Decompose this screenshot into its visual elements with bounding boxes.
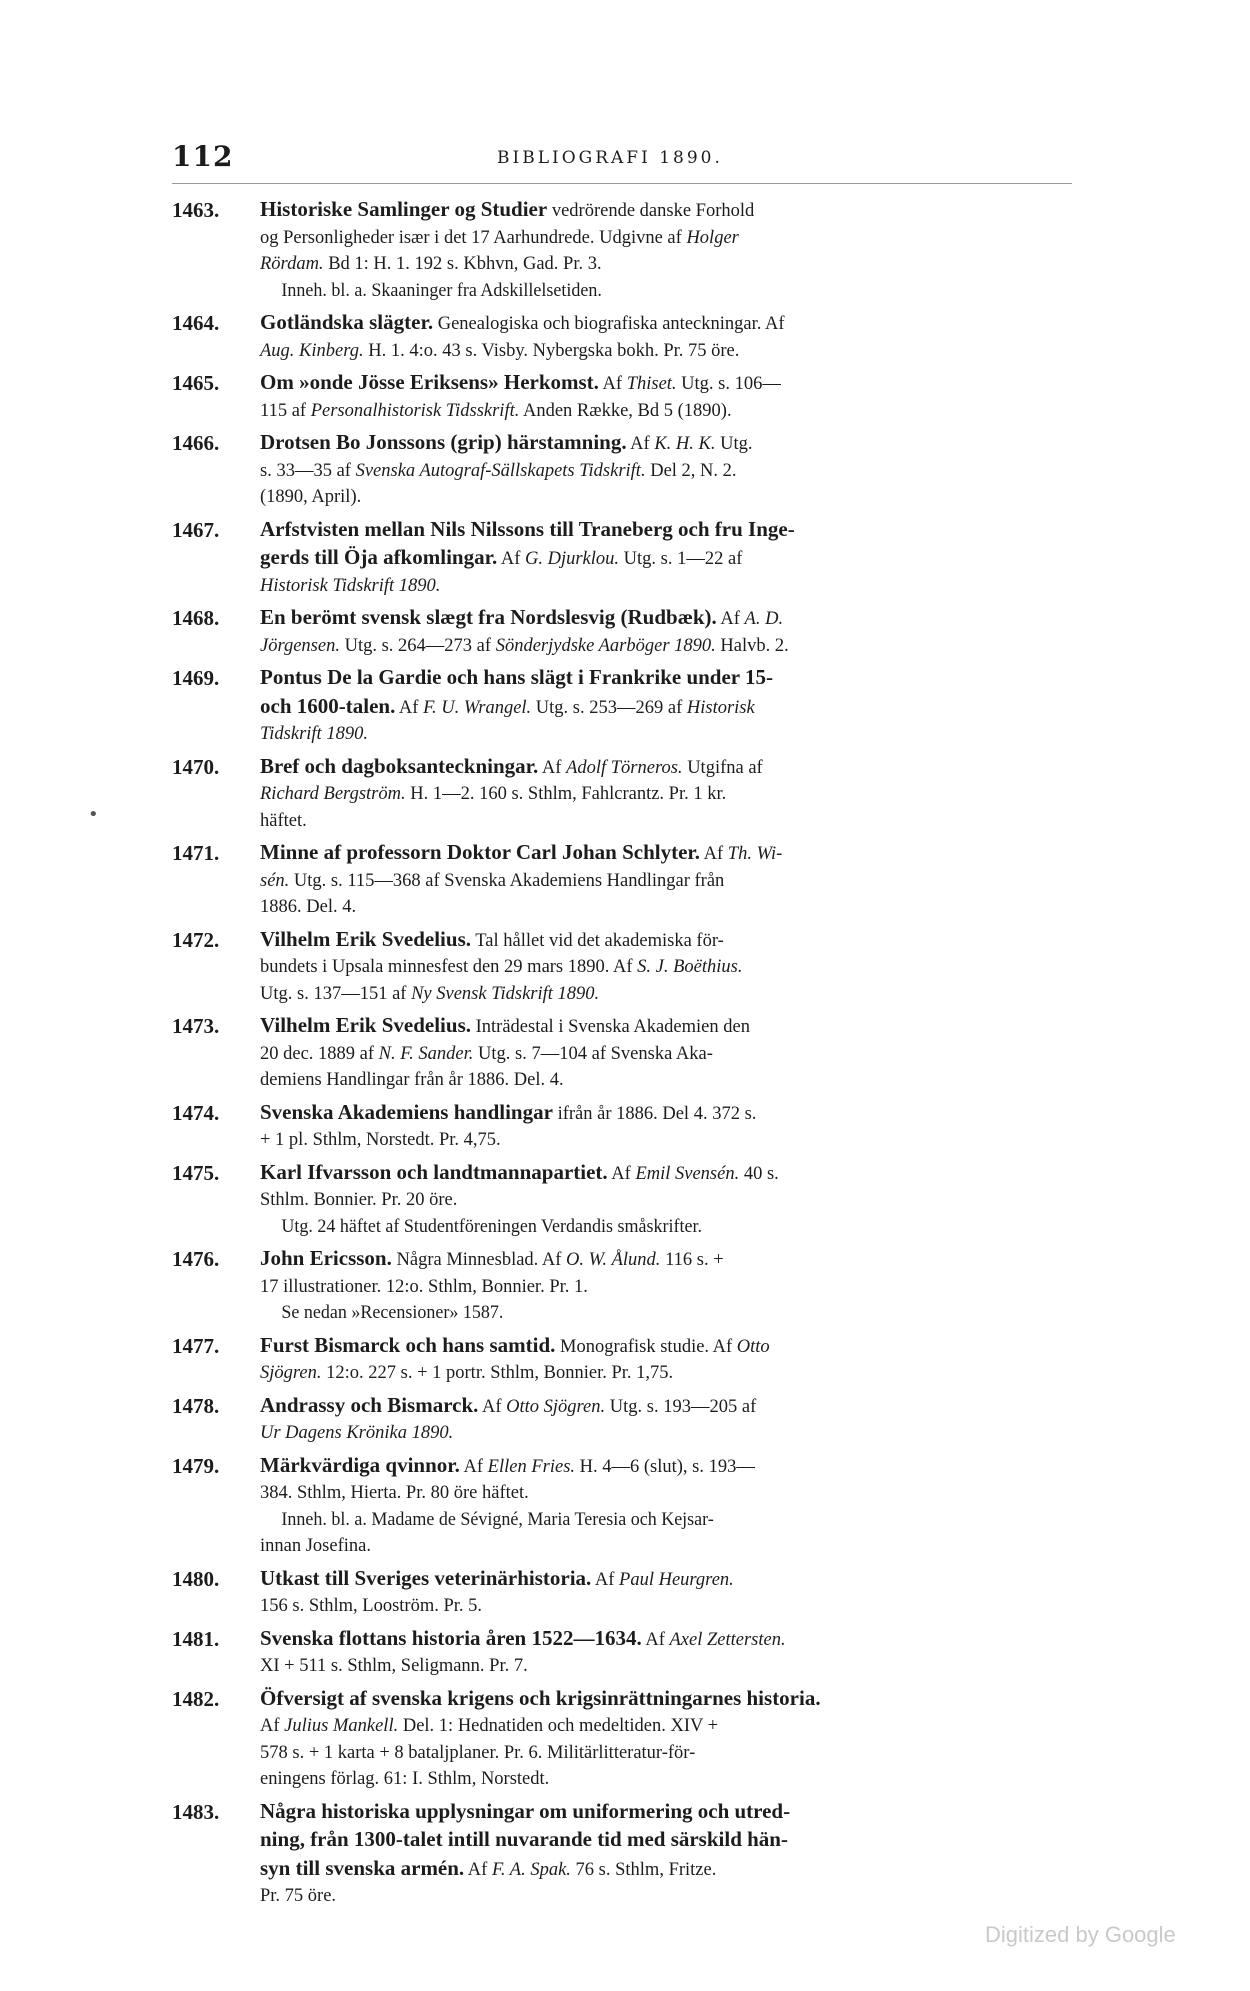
entry-text: Utgifna af [682, 757, 763, 778]
entry-text: 115 af [260, 400, 311, 421]
entry-italic-text: Axel Zettersten. [669, 1629, 786, 1650]
entry-line [260, 1012, 1084, 1041]
entry-line [260, 1593, 1084, 1620]
entry-text: Af [260, 1716, 285, 1736]
entry-title: Karl Ifvarsson och landtmannapartiet. [260, 1159, 608, 1184]
entry-text: Anden Række, Bd 5 (1890). [519, 400, 732, 421]
entry-title: Pontus De la Gardie och hans slägt i Frankrike under 15- [260, 665, 773, 689]
entry-text: häftet. [260, 810, 307, 831]
entry-italic-text: Otto Sjögren. [506, 1396, 606, 1417]
entry-title: ning, från 1300-talet intill nuvarande tid med särskild hän- [260, 1827, 788, 1851]
entry-italic-text: Rördam. [260, 254, 324, 274]
bibliography-entry [172, 196, 1084, 304]
entry-text: H. 1—2. 160 s. Sthlm, Fahlcrantz. Pr. 1 kr. [405, 784, 727, 804]
entry-italic-text: Holger [686, 227, 739, 248]
entry-text: og Personligheder især i det 17 Aarhundrede. Udgivne af [260, 227, 687, 248]
entry-number: 1466. [172, 431, 220, 455]
bibliography-entry [172, 516, 1084, 600]
bibliography-entry [172, 1332, 1084, 1387]
entry-line [260, 1826, 1084, 1855]
entry-title: John Ericsson. [260, 1246, 392, 1270]
entry-text: Utg. s. 193—205 af [605, 1396, 757, 1417]
entry-text: Utg. s. 106— [676, 374, 781, 394]
entry-line [260, 1653, 1084, 1680]
entry-italic-text: Ny Svensk Tidskrift 1890. [411, 983, 600, 1004]
entry-line [260, 1625, 1084, 1654]
bibliography-entry [172, 429, 1084, 511]
entry-line [260, 1187, 1084, 1214]
bibliography-entry [172, 1159, 1084, 1241]
entry-line [260, 1883, 1084, 1910]
entry-number: 1477. [172, 1333, 220, 1358]
entry-text: Sthlm. Bonnier. Pr. 20 öre. [260, 1190, 458, 1210]
entry-text: eningens förlag. 61: I. Sthlm, Norstedt. [260, 1769, 550, 1789]
bibliography-entry [172, 1685, 1084, 1793]
entry-text: 40 s. [739, 1163, 779, 1184]
entry-text: H. 4—6 (slut), s. 193— [575, 1456, 755, 1477]
entry-text: H. 1. 4:o. 43 s. Visby. Nybergska bokh. Pr. 75 öre. [363, 340, 740, 361]
entry-italic-text: K. H. K. [654, 434, 716, 454]
entry-text: Af [700, 844, 728, 864]
entry-text: Inträdestal i Svenska Akademien den [471, 1017, 750, 1037]
running-head: BIBLIOGRAFI 1890. [497, 148, 723, 168]
entry-line [260, 1214, 1062, 1241]
entry-text: Bd 1: H. 1. 192 s. Kbhvn, Gad. Pr. 3. [323, 254, 602, 274]
entry-line [260, 1507, 1062, 1534]
entry-text: Af [591, 1569, 620, 1590]
entry-number: 1483. [172, 1799, 220, 1824]
entry-line [260, 1565, 1084, 1594]
entry-italic-text: F. A. Spak. [491, 1859, 571, 1880]
entry-text: Några Minnesblad. Af [391, 1250, 567, 1270]
entry-title: Om »onde Jösse Eriksens» Herkomst. [260, 370, 599, 394]
bibliography-entry [172, 1392, 1084, 1447]
entry-title: Bref och dagboksanteckningar. [260, 753, 539, 778]
entry-text: Af [395, 697, 424, 718]
entry-text: bundets i Upsala minnesfest den 29 mars 1890. Af [260, 957, 638, 977]
entry-line [260, 693, 1084, 722]
entry-text: Af [464, 1859, 492, 1880]
entry-text: Af [607, 1163, 636, 1184]
entry-number: 1467. [172, 517, 220, 542]
entry-text: s. 33—35 af [260, 460, 356, 481]
entry-text: Af [459, 1456, 488, 1477]
entry-italic-text: Historisk Tidskrift 1890. [260, 575, 441, 596]
entry-title: Svenska Akademiens handlingar [260, 1099, 553, 1124]
entry-text: 156 s. Sthlm, Looström. Pr. 5. [260, 1596, 483, 1616]
entry-line [260, 1245, 1084, 1274]
page-header [172, 140, 1072, 180]
entry-line [260, 573, 1084, 600]
entry-line [260, 484, 1084, 511]
entry-title: Märkvärdiga qvinnor. [260, 1452, 460, 1477]
entry-line [260, 1099, 1084, 1128]
entry-line [260, 251, 1084, 278]
entry-line [260, 1041, 1084, 1068]
entry-title: Vilhelm Erik Svedelius. [260, 1013, 471, 1037]
entry-text: 578 s. + 1 karta + 8 bataljplaner. Pr. 6. Militärlitteratur-för- [260, 1742, 696, 1763]
entry-line [260, 868, 1084, 895]
entry-line [260, 1766, 1084, 1793]
entry-italic-text: Historisk [686, 697, 755, 718]
entry-line [260, 369, 1084, 398]
entry-line [260, 516, 1084, 545]
entry-title: gerds till Öja afkomlingar. [260, 545, 498, 569]
entry-text: + 1 pl. Sthlm, Norstedt. Pr. 4,75. [260, 1130, 501, 1150]
entry-number: 1476. [172, 1247, 220, 1271]
entry-line [260, 1300, 1062, 1327]
entry-italic-text: Ur Dagens Krönika 1890. [260, 1423, 454, 1443]
entry-line [260, 1452, 1084, 1481]
entry-text: XI + 511 s. Sthlm, Seligmann. Pr. 7. [260, 1656, 528, 1676]
bibliography-entry [172, 1452, 1084, 1560]
entry-text: ifrån år 1886. Del 4. 372 s. [552, 1103, 757, 1124]
entry-line [260, 1533, 1084, 1560]
entry-title: Vilhelm Erik Svedelius. [260, 926, 471, 951]
entry-line [260, 633, 1084, 660]
entry-line [260, 1127, 1084, 1154]
entry-line [260, 981, 1084, 1008]
entry-text: Tal hållet vid det akademiska för- [471, 930, 724, 951]
entry-italic-text: Sönderjydske Aarböger 1890. [495, 635, 716, 656]
entry-text: Af [716, 609, 745, 629]
entry-title: syn till svenska armén. [260, 1855, 465, 1880]
entry-number: 1468. [172, 606, 220, 630]
entry-italic-text: Paul Heurgren. [619, 1569, 734, 1590]
entry-number: 1481. [172, 1626, 220, 1651]
bibliography-entry [172, 1012, 1084, 1094]
bibliography-entry [172, 1565, 1084, 1620]
entry-italic-text: Jörgensen. [260, 635, 340, 656]
entry-italic-text: Personalhistorisk Tidsskrift. [310, 400, 520, 421]
entry-text: Del. 1: Hednatiden och medeltiden. XIV + [398, 1716, 719, 1736]
entry-title: Öfversigt af svenska krigens och krigsinrättningarnes historia. [260, 1685, 821, 1710]
entry-line [260, 721, 1084, 748]
entry-title: Svenska flottans historia åren 1522—1634. [260, 1625, 642, 1650]
entry-text: 20 dec. 1889 af [260, 1043, 379, 1064]
entry-italic-text: Sjögren. [260, 1363, 322, 1383]
entry-text: Utg. s. 115—368 af Svenska Akademiens Handlingar från [289, 870, 725, 891]
entry-line [260, 839, 1084, 868]
entry-title: Minne af professorn Doktor Carl Johan Schlyter. [260, 840, 701, 864]
bibliography-entry [172, 753, 1084, 835]
entry-line [260, 225, 1084, 252]
entry-text: Utg. s. 253—269 af [531, 697, 687, 718]
entry-title: och 1600-talen. [260, 693, 396, 718]
bibliography-entry [172, 309, 1084, 364]
entry-title: Gotländska slägter. [260, 310, 434, 334]
entry-text: Inneh. bl. a. Madame de Sévigné, Maria Teresia och Kejsar- [281, 1509, 714, 1530]
entry-line [260, 954, 1084, 981]
entry-line [260, 429, 1084, 458]
entry-line [260, 808, 1084, 835]
entry-text: Utg. s. 7—104 af Svenska Aka- [473, 1043, 713, 1064]
bibliography-entry [172, 604, 1084, 659]
entry-title: Arfstvisten mellan Nils Nilssons till Traneberg och fru Inge- [260, 516, 795, 541]
entry-title: Historiske Samlinger og Studier [260, 197, 548, 221]
entry-line [260, 1332, 1084, 1361]
entry-line [260, 1713, 1084, 1740]
entry-italic-text: Aug. Kinberg. [260, 340, 364, 361]
entry-text: Utg. s. 264—273 af [339, 635, 496, 656]
entry-line [260, 1067, 1084, 1094]
entry-text: Af [641, 1629, 670, 1650]
entry-text: Af [598, 374, 627, 394]
bibliography-entry [172, 664, 1084, 748]
entry-line [260, 1798, 1084, 1827]
entry-italic-text: G. Djurklou. [524, 549, 620, 569]
entry-title: Andrassy och Bismarck. [260, 1392, 479, 1417]
page-number: 112 [172, 140, 234, 173]
entry-text: Inneh. bl. a. Skaaninger fra Adskillelsetiden. [281, 280, 602, 301]
entry-text: Genealogiska och biografiska anteckningar. Af [433, 314, 785, 334]
entry-title: En berömt svensk slægt fra Nordslesvig (Rudbæk). [260, 605, 717, 629]
entry-number: 1475. [172, 1160, 220, 1185]
entry-text: Af [497, 549, 525, 569]
entry-italic-text: Otto [736, 1336, 770, 1357]
entry-text: 384. Sthlm, Hierta. Pr. 80 öre häftet. [260, 1483, 529, 1503]
entry-text: 12:o. 227 s. + 1 portr. Sthlm, Bonnier. Pr. 1,75. [321, 1363, 674, 1383]
entry-italic-text: O. W. Ålund. [566, 1250, 661, 1270]
entry-text: Utg. s. 137—151 af [260, 983, 412, 1004]
entry-text: Monografisk studie. Af [555, 1336, 737, 1357]
bibliography-entry [172, 926, 1084, 1008]
entry-italic-text: Tidskrift 1890. [260, 724, 368, 744]
entry-line [260, 398, 1084, 425]
entry-text: Af [626, 434, 655, 454]
bibliography-entries [172, 196, 1084, 1915]
bibliography-entry [172, 1245, 1084, 1327]
entry-line [260, 1855, 1084, 1884]
entry-number: 1464. [172, 311, 220, 335]
entry-italic-text: Svenska Autograf-Sällskapets Tidskrift. [355, 460, 646, 481]
entry-text: Utg. [715, 434, 753, 454]
entry-text: 1886. Del. 4. [260, 897, 357, 917]
entry-text: Af [478, 1396, 507, 1417]
entry-italic-text: F. U. Wrangel. [423, 697, 532, 718]
entry-text: Halvb. 2. [715, 635, 789, 656]
entry-number: 1480. [172, 1566, 220, 1591]
entry-line [260, 278, 1062, 305]
entry-text: Se nedan »Recensioner» 1587. [281, 1303, 504, 1323]
entry-italic-text: Julius Mankell. [284, 1716, 399, 1736]
entry-line [260, 196, 1084, 225]
entry-italic-text: Emil Svensén. [635, 1163, 740, 1184]
entry-text: 116 s. + [660, 1250, 724, 1270]
entry-text: innan Josefina. [260, 1536, 371, 1556]
entry-text: Utg. s. 1—22 af [619, 549, 743, 569]
entry-text: Del 2, N. 2. [645, 460, 737, 481]
entry-line [260, 458, 1084, 485]
entry-line [260, 894, 1084, 921]
entry-line [260, 1740, 1084, 1767]
bibliography-entry [172, 1625, 1084, 1680]
entry-italic-text: Adolf Törneros. [566, 757, 683, 778]
entry-text: demiens Handlingar från år 1886. Del. 4. [260, 1070, 564, 1090]
entry-number: 1465. [172, 371, 220, 395]
entry-number: 1474. [172, 1100, 220, 1125]
entry-italic-text: sén. [260, 870, 290, 891]
entry-line [260, 781, 1084, 808]
entry-line [260, 1685, 1084, 1714]
entry-line [260, 544, 1084, 573]
entry-number: 1469. [172, 666, 220, 690]
entry-text: vedrörende danske Forhold [547, 201, 755, 221]
entry-text: 76 s. Sthlm, Fritze. [570, 1859, 717, 1880]
entry-text: Pr. 75 öre. [260, 1886, 337, 1906]
entry-number: 1472. [172, 927, 220, 952]
entry-number: 1478. [172, 1393, 220, 1418]
bibliography-entry [172, 1798, 1084, 1910]
entry-number: 1473. [172, 1014, 220, 1038]
entry-italic-text: Th. Wi- [727, 844, 783, 864]
entry-line [260, 1420, 1084, 1447]
entry-italic-text: S. J. Boëthius. [637, 957, 743, 977]
entry-line [260, 1392, 1084, 1421]
entry-line [260, 604, 1084, 633]
entry-number: 1470. [172, 754, 220, 779]
bibliography-entry [172, 839, 1084, 921]
bibliography-entry [172, 369, 1084, 424]
entry-line [260, 926, 1084, 955]
entry-italic-text: Richard Bergström. [260, 784, 406, 804]
entry-text: Af [538, 757, 567, 778]
entry-italic-text: N. F. Sander. [378, 1043, 474, 1064]
entry-line [260, 309, 1084, 338]
entry-line [260, 338, 1084, 365]
entry-line [260, 1480, 1084, 1507]
entry-number: 1463. [172, 198, 220, 222]
entry-text: (1890, April). [260, 487, 362, 507]
bibliography-entry [172, 1099, 1084, 1154]
digitization-watermark: Digitized by Google [985, 1922, 1176, 1947]
entry-title: Några historiska upplysningar om uniformering och utred- [260, 1798, 791, 1823]
entry-line [260, 1159, 1084, 1188]
entry-text: Utg. 24 häftet af Studentföreningen Verdandis småskrifter. [281, 1216, 702, 1237]
entry-title: Utkast till Sveriges veterinärhistoria. [260, 1565, 592, 1590]
entry-title: Furst Bismarck och hans samtid. [260, 1332, 556, 1357]
entry-title: Drotsen Bo Jonssons (grip) härstamning. [260, 430, 627, 454]
entry-line [260, 1360, 1084, 1387]
entry-number: 1471. [172, 841, 220, 865]
entry-italic-text: Ellen Fries. [487, 1456, 576, 1477]
entry-line [260, 753, 1084, 782]
entry-number: 1479. [172, 1453, 220, 1478]
entry-text: 17 illustrationer. 12:o. Sthlm, Bonnier. Pr. 1. [260, 1276, 588, 1297]
entry-line [260, 1274, 1084, 1301]
margin-mark: • [88, 804, 99, 825]
header-rule [172, 183, 1072, 184]
entry-number: 1482. [172, 1686, 220, 1711]
entry-italic-text: A. D. [744, 609, 784, 629]
entry-line [260, 664, 1084, 693]
entry-italic-text: Thiset. [626, 374, 677, 394]
